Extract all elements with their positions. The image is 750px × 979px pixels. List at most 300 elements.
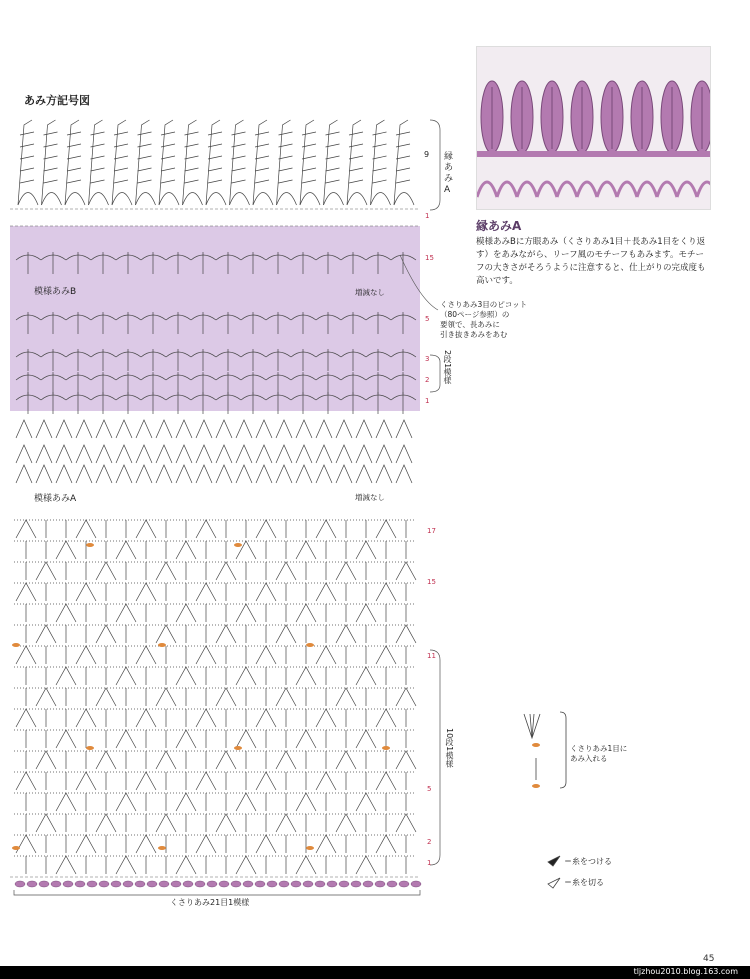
leaf-bar	[161, 168, 175, 171]
leaf-bar	[373, 168, 387, 171]
leaf-loop	[89, 193, 109, 206]
fan-stitch	[256, 646, 276, 664]
fan-stitch	[116, 856, 136, 874]
fan-stitch	[296, 730, 316, 748]
base-chain	[63, 881, 73, 887]
leaf-bar	[396, 144, 410, 147]
base-chain	[99, 881, 109, 887]
fan-stitch	[316, 520, 336, 538]
leaf-bar	[302, 156, 316, 159]
base-chain	[183, 881, 193, 887]
fan-stitch	[396, 688, 416, 706]
marker	[12, 846, 20, 850]
fan-stitch	[56, 445, 72, 463]
leaf-bar	[326, 132, 340, 135]
fan-stitch	[216, 420, 232, 438]
fan-stitch	[76, 420, 92, 438]
leaf-bar	[349, 132, 363, 135]
fan-stitch	[336, 465, 352, 483]
base-chain	[375, 881, 385, 887]
fan-stitch	[116, 541, 136, 559]
fan-stitch	[36, 465, 52, 483]
fan-stitch	[276, 625, 296, 643]
fan-stitch	[116, 445, 132, 463]
marker	[86, 746, 94, 750]
description-title: 縁あみA	[476, 219, 522, 233]
fan-stitch	[276, 465, 292, 483]
fan-stitch	[176, 604, 196, 622]
row-number: 3	[425, 355, 430, 363]
fan-stitch	[136, 835, 156, 853]
base-chain	[363, 881, 373, 887]
fan-stitch	[256, 420, 272, 438]
fan-stitch	[296, 541, 316, 559]
fan-stitch	[96, 688, 116, 706]
marker	[158, 846, 166, 850]
fan-stitch	[196, 646, 216, 664]
leaf-bar	[255, 156, 269, 159]
fan-stitch	[316, 835, 336, 853]
leaf-bar	[208, 144, 222, 147]
edge-bracket	[430, 120, 440, 210]
fan-stitch	[16, 583, 36, 601]
leaf-bar	[349, 168, 363, 171]
leaf-loop	[65, 193, 85, 206]
fan-stitch	[356, 793, 376, 811]
fan-stitch	[316, 445, 332, 463]
base-chain	[303, 881, 313, 887]
leaf-loop	[277, 193, 297, 206]
leaf-loop	[112, 193, 132, 206]
leaf-bar	[349, 144, 363, 147]
leaf-bar	[396, 132, 410, 135]
leaf-bar	[20, 132, 34, 135]
leaf-bar	[67, 156, 81, 159]
row-number: 5	[427, 785, 432, 793]
fan-stitch	[16, 465, 32, 483]
fan-stitch	[136, 772, 156, 790]
fan-stitch	[296, 445, 312, 463]
base-chain	[135, 881, 145, 887]
marker	[306, 846, 314, 850]
base-chain	[171, 881, 181, 887]
b-repeat-bracket	[430, 355, 440, 392]
picot-note: くさりあみ3目のピコット （80ページ参照）の 要領で、長あみに 引き抜きあみをあむ	[440, 300, 528, 339]
fan-stitch	[76, 520, 96, 538]
fan-stitch	[316, 465, 332, 483]
fan-stitch	[236, 793, 256, 811]
pattern-a-note: 増減なし	[355, 493, 385, 502]
fan-stitch	[376, 583, 396, 601]
fan-stitch	[276, 688, 296, 706]
leaf-bar	[185, 156, 199, 159]
base-chain	[123, 881, 133, 887]
fan-stitch	[176, 445, 192, 463]
fan-stitch	[156, 465, 172, 483]
leaf-bar	[44, 144, 58, 147]
leaf-bar	[279, 156, 293, 159]
fan-stitch	[356, 604, 376, 622]
fan-stitch	[336, 420, 352, 438]
base-chain	[27, 881, 37, 887]
leaf-bar	[161, 180, 175, 183]
fan-stitch	[376, 445, 392, 463]
leaf-bar	[326, 168, 340, 171]
leaf-bar	[20, 180, 34, 183]
leaf-bar	[44, 180, 58, 183]
base-chain	[339, 881, 349, 887]
fan-stitch	[296, 667, 316, 685]
fan-stitch	[336, 445, 352, 463]
fan-stitch	[156, 562, 176, 580]
fan-stitch	[176, 793, 196, 811]
fan-stitch	[356, 420, 372, 438]
marker	[12, 643, 20, 647]
fan-stitch	[36, 420, 52, 438]
base-chain	[255, 881, 265, 887]
cut-yarn-label: ＝糸を切る	[564, 878, 604, 887]
fan-stitch	[36, 562, 56, 580]
fan-stitch	[96, 465, 112, 483]
base-chain	[15, 881, 25, 887]
fan-stitch	[56, 856, 76, 874]
footer-url: tljzhou2010.blog.163.com	[633, 967, 738, 976]
fan-stitch	[16, 520, 36, 538]
fan-stitch	[256, 835, 276, 853]
fan-stitch	[156, 688, 176, 706]
leaf-bar	[138, 132, 152, 135]
fan-stitch	[136, 583, 156, 601]
leaf-bar	[232, 180, 246, 183]
marker	[234, 543, 242, 547]
leaf-bar	[326, 144, 340, 147]
fan-stitch	[336, 625, 356, 643]
leaf-bar	[138, 168, 152, 171]
fan-stitch	[276, 751, 296, 769]
fan-stitch	[296, 604, 316, 622]
leaf-bar	[396, 180, 410, 183]
page-title: あみ方記号図	[24, 94, 90, 107]
leaf-bar	[185, 168, 199, 171]
leaf-bar	[44, 132, 58, 135]
leaf-loop	[394, 193, 414, 206]
leaf-bar	[91, 180, 105, 183]
leaf-bar	[232, 144, 246, 147]
fan-stitch	[396, 465, 412, 483]
row-number: 2	[425, 376, 430, 384]
leaf-bar	[255, 144, 269, 147]
leaf-bar	[326, 156, 340, 159]
leaf-loop	[18, 193, 38, 206]
fan-stitch	[356, 445, 372, 463]
fan-stitch	[56, 465, 72, 483]
fan-stitch	[56, 541, 76, 559]
fan-stitch	[56, 420, 72, 438]
fan-stitch	[356, 541, 376, 559]
fan-stitch	[316, 583, 336, 601]
fan-stitch	[116, 604, 136, 622]
fan-stitch	[396, 625, 416, 643]
fan-stitch	[96, 562, 116, 580]
leaf-loop	[42, 193, 62, 206]
fan-stitch	[256, 520, 276, 538]
leaf-loop	[159, 193, 179, 206]
fan-stitch	[136, 520, 156, 538]
fan-stitch	[136, 646, 156, 664]
fan-stitch	[396, 814, 416, 832]
fan-stitch	[316, 646, 336, 664]
leaf-bar	[67, 144, 81, 147]
fan-stitch	[316, 772, 336, 790]
fan-stitch	[376, 520, 396, 538]
fan-stitch	[116, 730, 136, 748]
base-chain	[75, 881, 85, 887]
fan-stitch	[36, 751, 56, 769]
fan-stitch	[396, 562, 416, 580]
fan-stitch	[196, 583, 216, 601]
fan-stitch	[216, 465, 232, 483]
leaf-bar	[349, 180, 363, 183]
leaf-bar	[302, 132, 316, 135]
base-chain	[231, 881, 241, 887]
fan-stitch	[176, 667, 196, 685]
fan-stitch	[376, 465, 392, 483]
fan-stitch	[236, 420, 252, 438]
base-chain	[411, 881, 421, 887]
row-number: 15	[427, 578, 436, 586]
row-number: 15	[425, 254, 434, 262]
fan-stitch	[216, 751, 236, 769]
fan-stitch	[296, 793, 316, 811]
fan-stitch	[296, 856, 316, 874]
leaf-bar	[349, 156, 363, 159]
leaf-bar	[255, 132, 269, 135]
leaf-bar	[279, 132, 293, 135]
fan-stitch	[276, 420, 292, 438]
pattern-a-label: 模様あみA	[34, 494, 77, 504]
leaf-loop	[206, 193, 226, 206]
fan-stitch	[76, 465, 92, 483]
leaf-bar	[373, 132, 387, 135]
marker	[158, 643, 166, 647]
fan-stitch	[176, 465, 192, 483]
base-chain	[315, 881, 325, 887]
fan-stitch	[356, 856, 376, 874]
fan-stitch	[196, 835, 216, 853]
leaf-bar	[20, 168, 34, 171]
fan-stitch	[196, 709, 216, 727]
fan-stitch	[116, 465, 132, 483]
marker	[382, 746, 390, 750]
fan-stitch	[36, 445, 52, 463]
fan-stitch	[256, 772, 276, 790]
bottom-repeat-label: くさりあみ21目1模様	[170, 898, 250, 907]
fan-stitch	[296, 420, 312, 438]
fan-stitch	[136, 445, 152, 463]
fan-stitch	[136, 420, 152, 438]
fan-stitch	[216, 445, 232, 463]
fan-stitch	[76, 835, 96, 853]
fan-stitch	[236, 730, 256, 748]
base-chain	[39, 881, 49, 887]
leaf-bar	[114, 144, 128, 147]
fan-stitch	[136, 709, 156, 727]
row-number: 5	[425, 315, 430, 323]
leaf-bar	[44, 156, 58, 159]
fan-stitch	[396, 445, 412, 463]
fan-stitch	[256, 465, 272, 483]
leaf-bar	[185, 180, 199, 183]
leaf-bar	[302, 144, 316, 147]
fan-stitch	[276, 445, 292, 463]
leaf-loop	[347, 193, 367, 206]
row-number: 17	[427, 527, 436, 535]
fan-stitch	[376, 835, 396, 853]
a-repeat-bracket	[430, 650, 440, 865]
a-repeat-label: 10段1模様	[445, 728, 454, 768]
fan-stitch	[196, 420, 212, 438]
fan-stitch	[276, 814, 296, 832]
fan-stitch	[76, 583, 96, 601]
fan-stitch	[336, 562, 356, 580]
fan-stitch	[16, 835, 36, 853]
fan-stitch	[336, 814, 356, 832]
base-chain	[219, 881, 229, 887]
leaf-bar	[44, 168, 58, 171]
chain-note: くさりあみ1目に あみ入れる	[570, 744, 628, 763]
leaf-bar	[396, 156, 410, 159]
row-number: 1	[425, 397, 430, 405]
fan-stitch	[236, 604, 256, 622]
base-chain	[147, 881, 157, 887]
leaf-bar	[302, 168, 316, 171]
pattern-b-note: 増減なし	[355, 288, 385, 297]
fan-stitch	[236, 465, 252, 483]
leaf-loop	[230, 193, 250, 206]
fan-stitch	[36, 625, 56, 643]
leaf-bar	[114, 168, 128, 171]
base-chain	[399, 881, 409, 887]
fan-stitch	[16, 445, 32, 463]
leaf-loop	[136, 193, 156, 206]
leaf-bar	[255, 180, 269, 183]
fan-stitch	[76, 445, 92, 463]
fan-stitch	[176, 541, 196, 559]
fan-stitch	[316, 709, 336, 727]
leaf-bar	[67, 180, 81, 183]
leaf-bar	[91, 156, 105, 159]
fan-stitch	[376, 420, 392, 438]
fan-stitch	[96, 445, 112, 463]
leaf-bar	[161, 156, 175, 159]
leaf-loop	[183, 193, 203, 206]
fan-stitch	[296, 465, 312, 483]
leaf-bar	[279, 180, 293, 183]
fan-stitch	[96, 814, 116, 832]
fan-stitch	[196, 465, 212, 483]
fan-stitch	[356, 667, 376, 685]
base-chain	[207, 881, 217, 887]
row-number: 1	[425, 212, 430, 220]
fan-stitch	[76, 709, 96, 727]
fan-stitch	[236, 667, 256, 685]
fan-stitch	[36, 814, 56, 832]
description-text: 模様あみBに方眼あみ（くさりあみ1目＋長あみ1目をくり返す）をあみながら、リーフ風のモチーフもあみます。モチーフの大きさがそろうように注意すると、仕上がりの完成度も高いです。	[476, 237, 706, 286]
leaf-bar	[138, 156, 152, 159]
fan-stitch	[336, 751, 356, 769]
base-chain	[279, 881, 289, 887]
fan-stitch	[56, 604, 76, 622]
leaf-bar	[114, 180, 128, 183]
leaf-bar	[208, 168, 222, 171]
fan-stitch	[316, 420, 332, 438]
fan-stitch	[56, 793, 76, 811]
fan-stitch	[236, 856, 256, 874]
leaf-bar	[279, 168, 293, 171]
edge-row-count: 9	[424, 150, 430, 159]
fan-stitch	[376, 709, 396, 727]
fan-stitch	[16, 646, 36, 664]
leaf-bar	[185, 144, 199, 147]
marker	[86, 543, 94, 547]
fan-stitch	[116, 420, 132, 438]
fan-stitch	[116, 793, 136, 811]
leaf-bar	[91, 132, 105, 135]
fan-stitch	[396, 751, 416, 769]
leaf-loop	[253, 193, 273, 206]
fan-stitch	[396, 420, 412, 438]
leaf-bar	[396, 168, 410, 171]
row-number: 11	[427, 652, 436, 660]
fan-stitch	[216, 814, 236, 832]
leaf-bar	[302, 180, 316, 183]
fan-stitch	[256, 709, 276, 727]
leaf-bar	[67, 168, 81, 171]
fan-stitch	[376, 772, 396, 790]
base-chain	[111, 881, 121, 887]
fan-stitch	[176, 420, 192, 438]
base-chain	[51, 881, 61, 887]
fan-stitch	[96, 420, 112, 438]
leaf-bar	[326, 180, 340, 183]
leaf-bar	[232, 168, 246, 171]
fan-stitch	[156, 751, 176, 769]
fan-stitch	[216, 688, 236, 706]
fan-stitch	[156, 420, 172, 438]
fan-stitch	[176, 730, 196, 748]
leaf-bar	[91, 168, 105, 171]
base-chain	[291, 881, 301, 887]
b-repeat-label: 2段1模様	[443, 350, 452, 385]
fan-stitch	[336, 688, 356, 706]
fan-stitch	[96, 625, 116, 643]
fan-stitch	[276, 562, 296, 580]
fan-stitch	[356, 730, 376, 748]
leaf-bar	[138, 144, 152, 147]
base-chain	[327, 881, 337, 887]
fan-stitch	[136, 465, 152, 483]
pattern-b-band	[10, 226, 420, 411]
leaf-bar	[373, 156, 387, 159]
base-chain	[195, 881, 205, 887]
fan-stitch	[196, 520, 216, 538]
row-number: 1	[427, 859, 432, 867]
fan-stitch	[256, 445, 272, 463]
fan-stitch	[56, 730, 76, 748]
edge-label: 縁 あ み A	[444, 152, 454, 195]
base-chain	[267, 881, 277, 887]
fan-stitch	[16, 420, 32, 438]
